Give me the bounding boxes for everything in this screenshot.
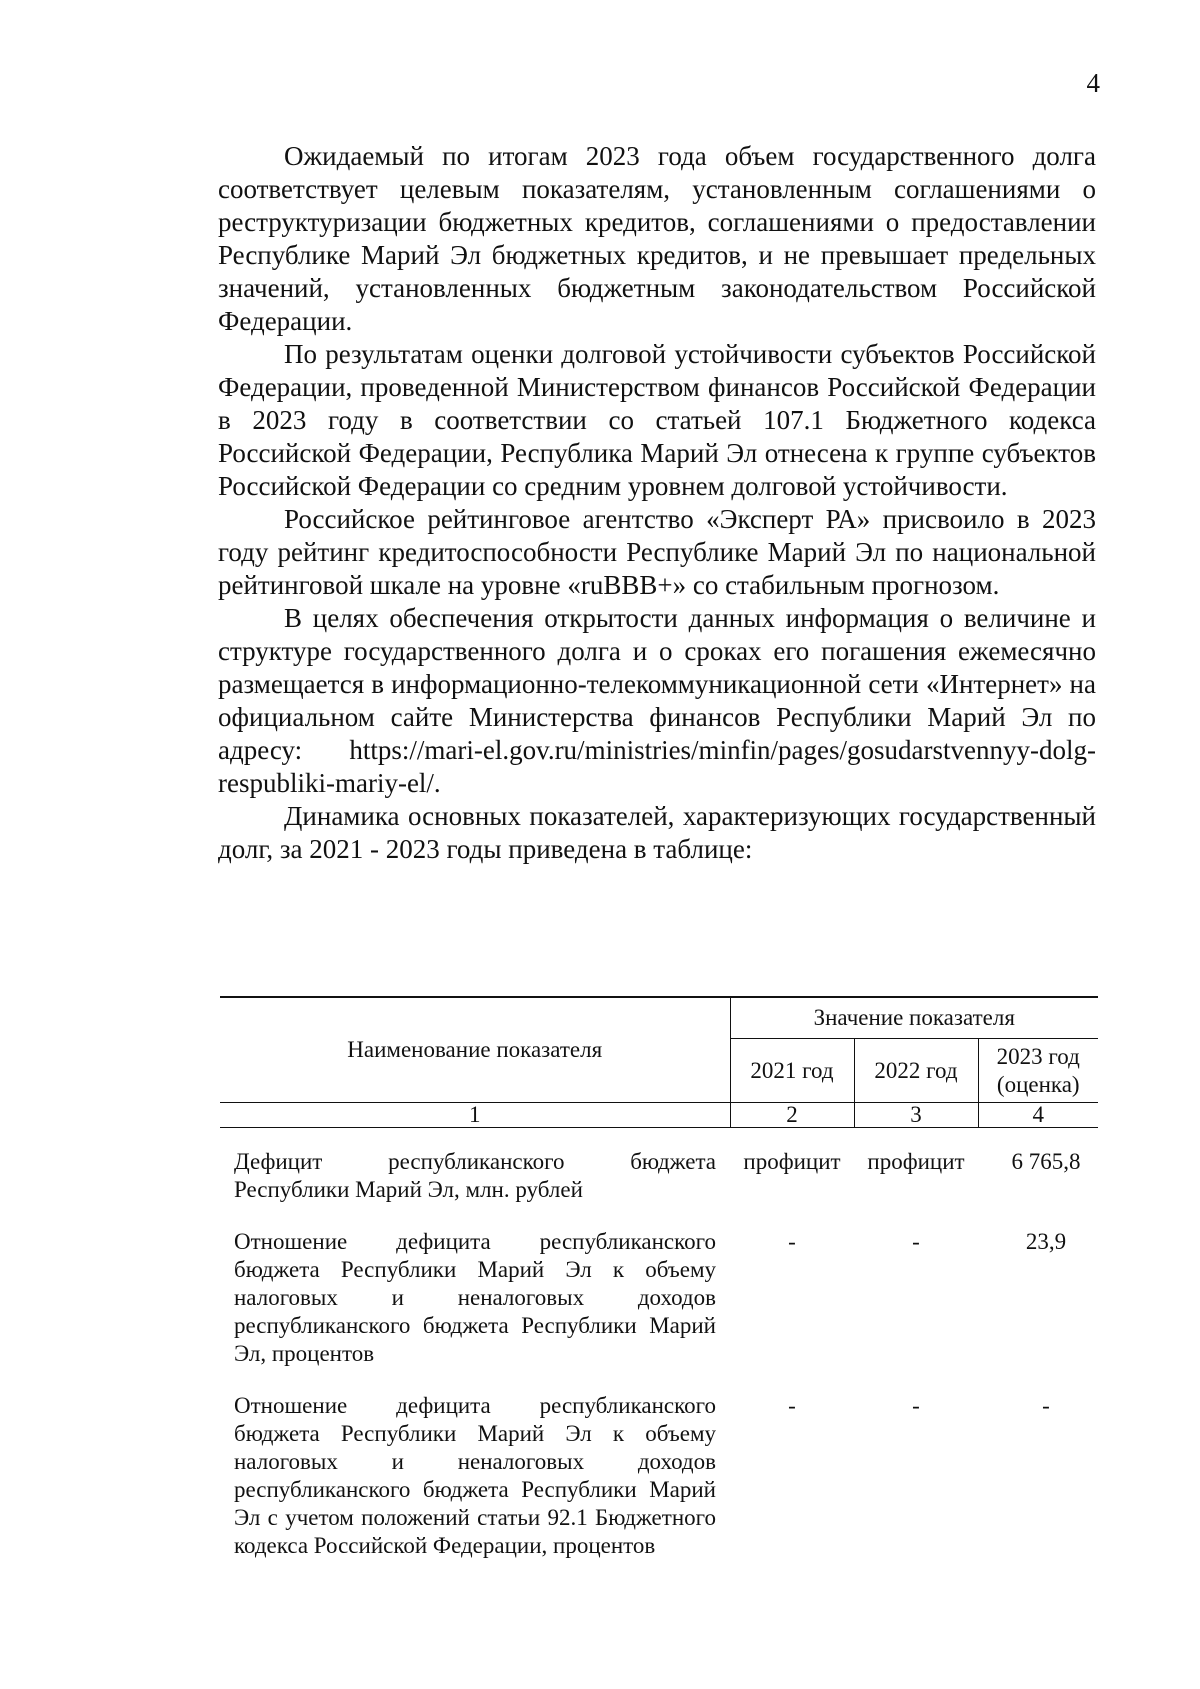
table-spacer [220,1128,1098,1149]
indicators-table-wrapper [220,996,1098,1560]
paragraph-openness: В целях обеспечения открытости данных информация о величине и структуре государственного долга и о сроках его погашения ежемесячно размещается в информационно-телекоммуникационной сети «Интернет» на официальном сайте Министерства финансов Республики Марий Эл по адресу: https://mari-el.gov.ru/ministries/minfin/pages/gosudarstvennyy-dolg-respubliki-mariy-el/. [218,603,1096,798]
header-year-2022: 2022 год [854,1039,978,1103]
row-value-2023: - [1042,1393,1050,1418]
row-value-2021: - [788,1393,796,1418]
row-name: Дефицит республиканского бюджета Республики Марий Эл, млн. рублей [234,1149,716,1202]
column-number-2: 2 [730,1103,854,1128]
row-value-2021: - [788,1229,796,1254]
indicators-table [220,996,1098,1560]
paragraph-debt-volume: Ожидаемый по итогам 2023 года объем государственного долга соответствует целевым показателям, установленным соглашениями о реструктуризации бюджетных кредитов, соглашениями о предоставлении Республике Марий Эл бюджетных кредитов, и не превышает предельных значений, установленных бюджетным законодательством Российской Федерации. [218,141,1096,336]
header-year-2023 [978,1039,1098,1103]
page-number: 4 [1086,68,1100,98]
header-indicator-name: Наименование показателя [220,997,730,1103]
row-value-2022: профицит [867,1149,965,1174]
table-spacer [220,1204,1098,1228]
row-value-2021: профицит [743,1149,841,1174]
header-year-2023-note: (оценка) [996,1071,1080,1097]
column-number-1: 1 [220,1103,730,1128]
row-value-2023: 23,9 [1025,1229,1067,1254]
row-value-2022: - [912,1229,920,1254]
paragraph-debt-sustainability: По результатам оценки долговой устойчивости субъектов Российской Федерации, проведенной Министерством финансов Российской Федерации в 2023 году в соответствии со статьей 107.1 Бюджетного кодекса Российской Федерации, Республика Марий Эл отнесена к группе субъектов Российской Федерации со средним уровнем долговой устойчивости. [218,339,1096,501]
header-year-2023-label: 2023 год [996,1043,1080,1069]
header-year-2021: 2021 год [730,1039,854,1103]
row-value-2023: 6 765,8 [1011,1149,1081,1174]
row-name: Отношение дефицита республиканского бюджета Республики Марий Эл к объему налоговых и неналоговых доходов республиканского бюджета Республики Марий Эл с учетом положений статьи 92.1 Бюджетного кодекса Российской Федерации, процентов [234,1393,716,1558]
header-indicator-value: Значение показателя [730,997,1098,1039]
table-row [220,1228,1098,1368]
paragraph-credit-rating: Российское рейтинговое агентство «Эксперт РА» присвоило в 2023 году рейтинг кредитоспособности Республике Марий Эл по национальной рейтинговой шкале на уровне «ruBBB+» со стабильным прогнозом. [218,504,1096,600]
table-spacer [220,1368,1098,1392]
table-row [220,1392,1098,1560]
column-number-3: 3 [854,1103,978,1128]
table-row [220,1148,1098,1204]
column-number-4: 4 [978,1103,1098,1128]
paragraph-table-intro: Динамика основных показателей, характеризующих государственный долг, за 2021 - 2023 годы приведена в таблице: [218,801,1096,864]
row-name: Отношение дефицита республиканского бюджета Республики Марий Эл к объему налоговых и неналоговых доходов республиканского бюджета Республики Марий Эл, процентов [234,1229,716,1366]
body-text [218,140,1096,866]
row-value-2022: - [912,1393,920,1418]
